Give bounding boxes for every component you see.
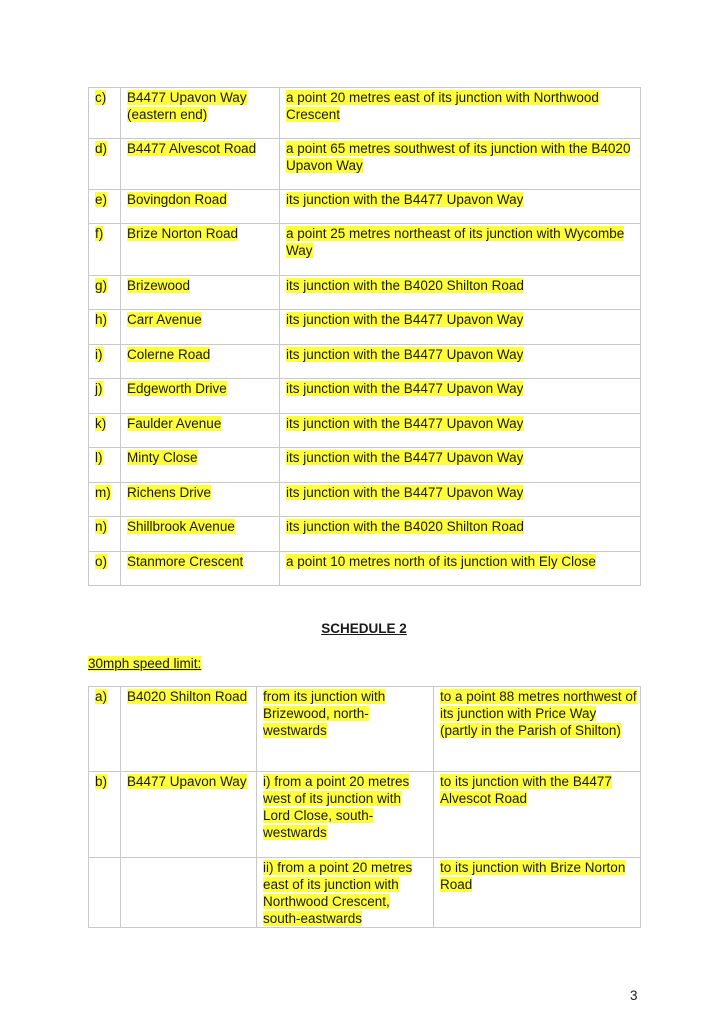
row-letter: a) (95, 689, 108, 704)
table-row (89, 88, 641, 139)
table-row (89, 414, 641, 448)
road-name: Brizewood (127, 278, 191, 293)
extent-point: a point 10 metres north of its junction with Ely Close (286, 554, 596, 569)
table-row (89, 772, 641, 858)
page-number: 3 (630, 988, 638, 1003)
table-row (89, 448, 641, 483)
table-row (89, 379, 641, 414)
extent-point: its junction with the B4020 Shilton Road (286, 519, 524, 534)
from-extent: i) from a point 20 metres west of its junction with Lord Close, south-westwards (263, 774, 410, 840)
from-extent: from its junction with Brizewood, north-westwards (263, 689, 386, 738)
extent-point: a point 25 metres northeast of its junction with Wycombe Way (286, 226, 625, 258)
road-name: Shillbrook Avenue (127, 519, 235, 534)
to-extent: to its junction with Brize Norton Road (440, 860, 626, 892)
table-row (89, 858, 641, 928)
table-row (89, 552, 641, 586)
road-name: Faulder Avenue (127, 416, 222, 431)
row-letter: f) (95, 226, 104, 241)
row-letter: e) (95, 192, 108, 207)
table-row (89, 345, 641, 379)
road-name: Edgeworth Drive (127, 381, 227, 396)
schedule-2-title: SCHEDULE 2 (321, 621, 407, 636)
schedule-1-continued-table (88, 87, 641, 586)
table-row (89, 139, 641, 190)
row-letter: g) (95, 278, 108, 293)
road-name: B4477 Alvescot Road (127, 141, 257, 156)
extent-point: its junction with the B4477 Upavon Way (286, 192, 524, 207)
extent-point: its junction with the B4477 Upavon Way (286, 381, 524, 396)
road-name: B4020 Shilton Road (127, 689, 248, 704)
row-letter: j) (95, 381, 103, 396)
row-letter: c) (95, 90, 107, 105)
road-name: Bovingdon Road (127, 192, 227, 207)
row-letter: o) (95, 554, 108, 569)
extent-point: its junction with the B4020 Shilton Road (286, 278, 524, 293)
road-name: B4477 Upavon Way (eastern end) (127, 90, 247, 122)
extent-point: a point 65 metres southwest of its junction with the B4020 Upavon Way (286, 141, 631, 173)
table-row (89, 483, 641, 517)
row-letter: k) (95, 416, 107, 431)
row-letter: n) (95, 519, 108, 534)
from-extent: ii) from a point 20 metres east of its junction with Northwood Crescent, south-eastwards (263, 860, 413, 926)
extent-point: its junction with the B4477 Upavon Way (286, 312, 524, 327)
table-row (89, 687, 641, 772)
road-name: Colerne Road (127, 347, 211, 362)
table-row (89, 276, 641, 310)
speed-limit-heading: 30mph speed limit: (88, 656, 202, 671)
row-letter: h) (95, 312, 108, 327)
row-letter: m) (95, 485, 111, 500)
extent-point: its junction with the B4477 Upavon Way (286, 347, 524, 362)
road-name: B4477 Upavon Way (127, 774, 247, 789)
schedule-2-table (88, 686, 641, 928)
extent-point: a point 20 metres east of its junction with Northwood Crescent (286, 90, 599, 122)
road-name: Minty Close (127, 450, 198, 465)
extent-point: its junction with the B4477 Upavon Way (286, 450, 524, 465)
table-row (89, 310, 641, 345)
row-letter: b) (95, 774, 108, 789)
to-extent: to a point 88 metres northwest of its junction with Price Way (partly in the Parish of Shilton) (440, 689, 637, 738)
row-letter: i) (95, 347, 103, 362)
road-name: Richens Drive (127, 485, 212, 500)
table-row (89, 224, 641, 276)
road-name: Brize Norton Road (127, 226, 239, 241)
road-name: Stanmore Crescent (127, 554, 244, 569)
table-row (89, 517, 641, 552)
to-extent: to its junction with the B4477 Alvescot Road (440, 774, 612, 806)
road-name: Carr Avenue (127, 312, 202, 327)
row-letter: d) (95, 141, 108, 156)
row-letter: l) (95, 450, 103, 465)
table-row (89, 190, 641, 224)
extent-point: its junction with the B4477 Upavon Way (286, 416, 524, 431)
extent-point: its junction with the B4477 Upavon Way (286, 485, 524, 500)
